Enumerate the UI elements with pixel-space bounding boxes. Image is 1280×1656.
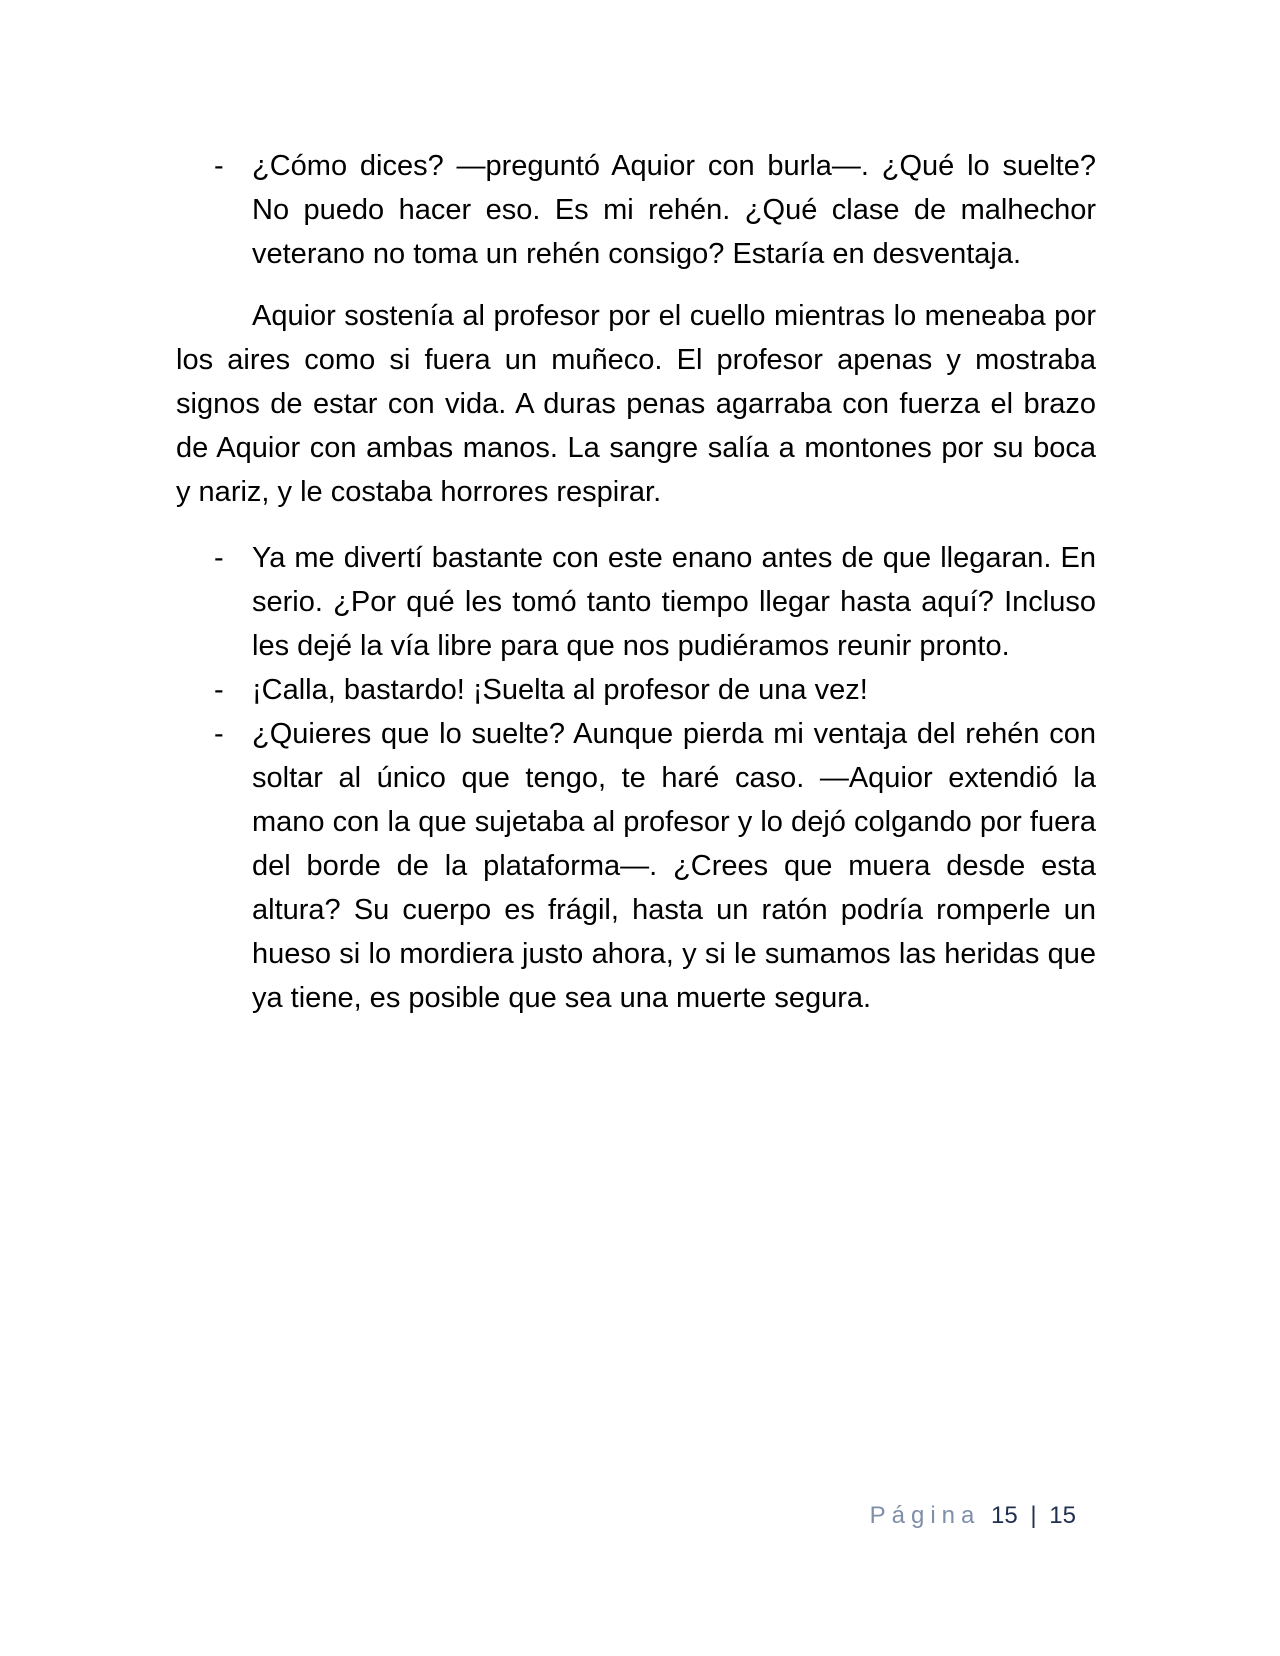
body-text [176, 144, 1096, 1020]
dialogue-dash: - [214, 674, 224, 706]
page-footer [870, 1500, 1076, 1532]
dialogue-paragraph [176, 668, 1096, 712]
footer-page-label: Página [869, 1502, 981, 1529]
dialogue-text: ¿Cómo dices? —preguntó Aquior con burla—. ¿Qué lo suelte? No puedo hacer eso. Es mi rehén. ¿Qué clase de malhechor veterano no toma un rehén consigo? Estaría en desventaja. [252, 150, 1096, 270]
footer-separator: | [1030, 1502, 1037, 1529]
footer-total-pages: 15 [1049, 1502, 1076, 1529]
dialogue-paragraph [176, 712, 1096, 1020]
dialogue-text: Ya me divertí bastante con este enano antes de que llegaran. En serio. ¿Por qué les tomó tanto tiempo llegar hasta aquí? Incluso les dejé la vía libre para que nos pudiéramos reunir pronto. [252, 542, 1096, 662]
footer-current-page: 15 [991, 1502, 1018, 1529]
dialogue-text: ¡Calla, bastardo! ¡Suelta al profesor de una vez! [252, 674, 868, 706]
dialogue-dash: - [214, 542, 224, 574]
narration-paragraph: Aquior sostenía al profesor por el cuello mientras lo meneaba por los aires como si fuera un muñeco. El profesor apenas y mostraba signos de estar con vida. A duras penas agarraba con fuerza el brazo de Aquior con ambas manos. La sangre salía a montones por su boca y nariz, y le costaba horrores respirar. [176, 300, 1096, 508]
dialogue-paragraph [176, 144, 1096, 276]
dialogue-dash: - [214, 718, 224, 750]
dialogue-dash: - [214, 150, 224, 182]
dialogue-paragraph [176, 536, 1096, 668]
dialogue-text: ¿Quieres que lo suelte? Aunque pierda mi ventaja del rehén con soltar al único que tengo, te haré caso. —Aquior extendió la mano con la que sujetaba al profesor y lo dejó colgando por fuera del borde de la plataforma—. ¿Crees que muera desde esta altura? Su cuerpo es frágil, hasta un ratón podría romperle un hueso si lo mordiera justo ahora, y si le sumamos las heridas que ya tiene, es posible que sea una muerte segura. [252, 718, 1096, 1014]
